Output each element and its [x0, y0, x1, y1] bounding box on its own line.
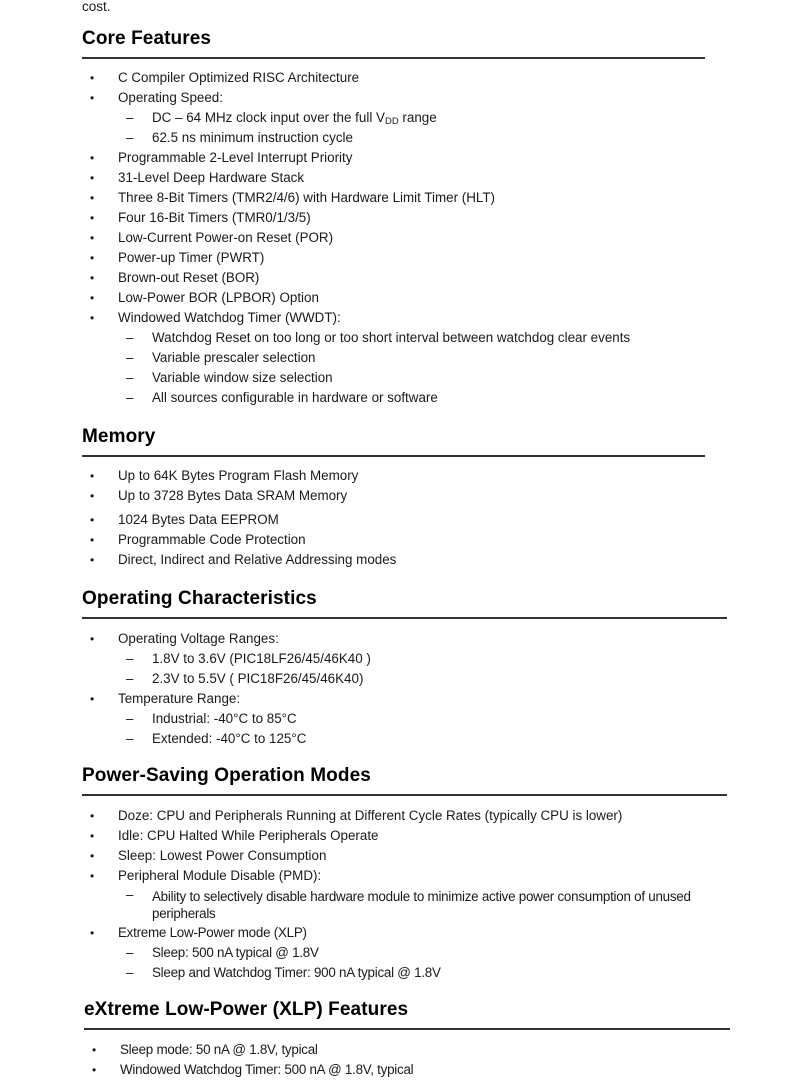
list-item: • Low-Power BOR (LPBOR) Option	[82, 288, 705, 308]
dash-icon: –	[126, 945, 134, 960]
bullet-icon: •	[90, 489, 95, 503]
list-item: • Sleep mode: 50 nA @ 1.8V, typical	[84, 1040, 730, 1060]
list-item: • Four 16-Bit Timers (TMR0/1/3/5)	[82, 208, 705, 228]
section-divider	[82, 794, 727, 796]
dash-icon: –	[126, 671, 134, 686]
bullet-icon: •	[90, 291, 95, 305]
dash-icon: –	[126, 350, 134, 365]
bullet-icon: •	[90, 553, 95, 567]
section-divider	[82, 455, 705, 457]
bullet-icon: •	[90, 513, 95, 527]
power-saving-list	[82, 806, 727, 983]
list-item: • Operating Voltage Ranges:	[82, 629, 727, 649]
dash-icon: –	[126, 110, 134, 125]
section-heading: eXtreme Low-Power (XLP) Features	[84, 999, 409, 1020]
bullet-icon: •	[90, 271, 95, 285]
sub-list-item: – Variable prescaler selection	[82, 348, 705, 368]
list-item: • 1024 Bytes Data EEPROM	[82, 510, 705, 530]
bullet-icon: •	[90, 311, 95, 325]
list-item: • Power-up Timer (PWRT)	[82, 248, 705, 268]
section-divider	[84, 1028, 730, 1030]
bullet-icon: •	[90, 469, 95, 483]
dash-icon: –	[126, 130, 134, 145]
bullet-icon: •	[90, 849, 95, 863]
section-heading: Core Features	[82, 28, 212, 49]
dash-icon: –	[126, 711, 134, 726]
list-item: • Three 8-Bit Timers (TMR2/4/6) with Hardware Limit Timer (HLT)	[82, 188, 705, 208]
sub-list-item: – Ability to selectively disable hardware module to minimize active power consumption of unused peripherals	[126, 887, 691, 921]
dash-icon: –	[126, 887, 134, 902]
sub-list-item: – 62.5 ns minimum instruction cycle	[82, 128, 705, 148]
list-item: • C Compiler Optimized RISC Architecture	[82, 68, 705, 88]
dash-icon: –	[126, 390, 134, 405]
list-item: • Doze: CPU and Peripherals Running at Different Cycle Rates (typically CPU is lower)	[82, 806, 727, 826]
list-item: • 31-Level Deep Hardware Stack	[82, 168, 705, 188]
bullet-icon: •	[90, 926, 94, 940]
section-xlp-features	[84, 999, 730, 1080]
section-memory	[82, 426, 705, 570]
operating-characteristics-list	[82, 629, 727, 749]
dash-icon: –	[126, 965, 134, 980]
section-heading: Power-Saving Operation Modes	[82, 765, 371, 786]
bullet-icon: •	[90, 869, 95, 883]
sub-list-item: – 2.3V to 5.5V ( PIC18F26/45/46K40)	[82, 669, 727, 689]
bullet-icon: •	[90, 692, 95, 706]
list-item: • Extreme Low-Power mode (XLP)	[82, 923, 727, 943]
sub-list-item: – Sleep and Watchdog Timer: 900 nA typical @ 1.8V	[82, 963, 727, 983]
bullet-icon: •	[90, 632, 95, 646]
list-item: • Up to 3728 Bytes Data SRAM Memory	[82, 486, 705, 506]
section-heading: Memory	[82, 426, 156, 447]
bullet-icon: •	[92, 1063, 96, 1077]
sub-list-item: – DC – 64 MHz clock input over the full $V_{DD}$ range	[126, 110, 437, 127]
bullet-icon: •	[92, 1043, 96, 1057]
sub-list-item: – Variable window size selection	[82, 368, 705, 388]
section-operating-characteristics	[82, 588, 727, 749]
list-item: • Low-Current Power-on Reset (POR)	[82, 228, 705, 248]
sub-list-item: – All sources configurable in hardware or software	[82, 388, 705, 408]
bullet-icon: •	[90, 211, 95, 225]
sub-list-item: – Industrial: -40°C to 85°C	[82, 709, 727, 729]
bullet-icon: •	[90, 809, 95, 823]
bullet-icon: •	[90, 91, 95, 105]
dash-icon: –	[126, 370, 134, 385]
section-divider	[82, 617, 727, 619]
section-core-features	[82, 28, 705, 408]
memory-list	[82, 466, 705, 570]
list-item: • Programmable Code Protection	[82, 530, 705, 550]
list-item: • Idle: CPU Halted While Peripherals Operate	[82, 826, 727, 846]
carryover-text: cost.	[82, 0, 111, 14]
list-item: • Programmable 2-Level Interrupt Priority	[82, 148, 705, 168]
section-divider	[82, 57, 705, 59]
list-item: • Peripheral Module Disable (PMD):	[82, 866, 727, 886]
dash-icon: –	[126, 330, 134, 345]
list-item: • Windowed Watchdog Timer: 500 nA @ 1.8V, typical	[84, 1060, 730, 1080]
sub-list-item: – Watchdog Reset on too long or too short interval between watchdog clear events	[82, 328, 705, 348]
list-item: • Direct, Indirect and Relative Addressing modes	[82, 550, 705, 570]
sub-list-item: – Extended: -40°C to 125°C	[82, 729, 727, 749]
section-power-saving-modes	[82, 765, 727, 983]
list-item: • Windowed Watchdog Timer (WWDT):	[82, 308, 705, 328]
sub-list-item: – 1.8V to 3.6V (PIC18LF26/45/46K40 )	[82, 649, 727, 669]
list-item: • Temperature Range:	[82, 689, 727, 709]
list-item: • Brown-out Reset (BOR)	[82, 268, 705, 288]
dash-icon: –	[126, 731, 134, 746]
bullet-icon: •	[90, 533, 95, 547]
bullet-icon: •	[90, 71, 95, 85]
bullet-icon: •	[90, 231, 95, 245]
bullet-icon: •	[90, 191, 95, 205]
core-features-list	[82, 68, 705, 408]
section-heading: Operating Characteristics	[82, 588, 317, 609]
bullet-icon: •	[90, 251, 95, 265]
subscript: DD	[384, 116, 399, 127]
list-item: • Up to 64K Bytes Program Flash Memory	[82, 466, 705, 486]
list-item: • Operating Speed:	[82, 88, 705, 108]
sub-list-item: – Sleep: 500 nA typical @ 1.8V	[82, 943, 727, 963]
dash-icon: –	[126, 651, 134, 666]
xlp-features-list	[84, 1040, 730, 1080]
list-item: • Sleep: Lowest Power Consumption	[82, 846, 727, 866]
bullet-icon: •	[90, 829, 95, 843]
bullet-icon: •	[90, 171, 95, 185]
bullet-icon: •	[90, 151, 95, 165]
